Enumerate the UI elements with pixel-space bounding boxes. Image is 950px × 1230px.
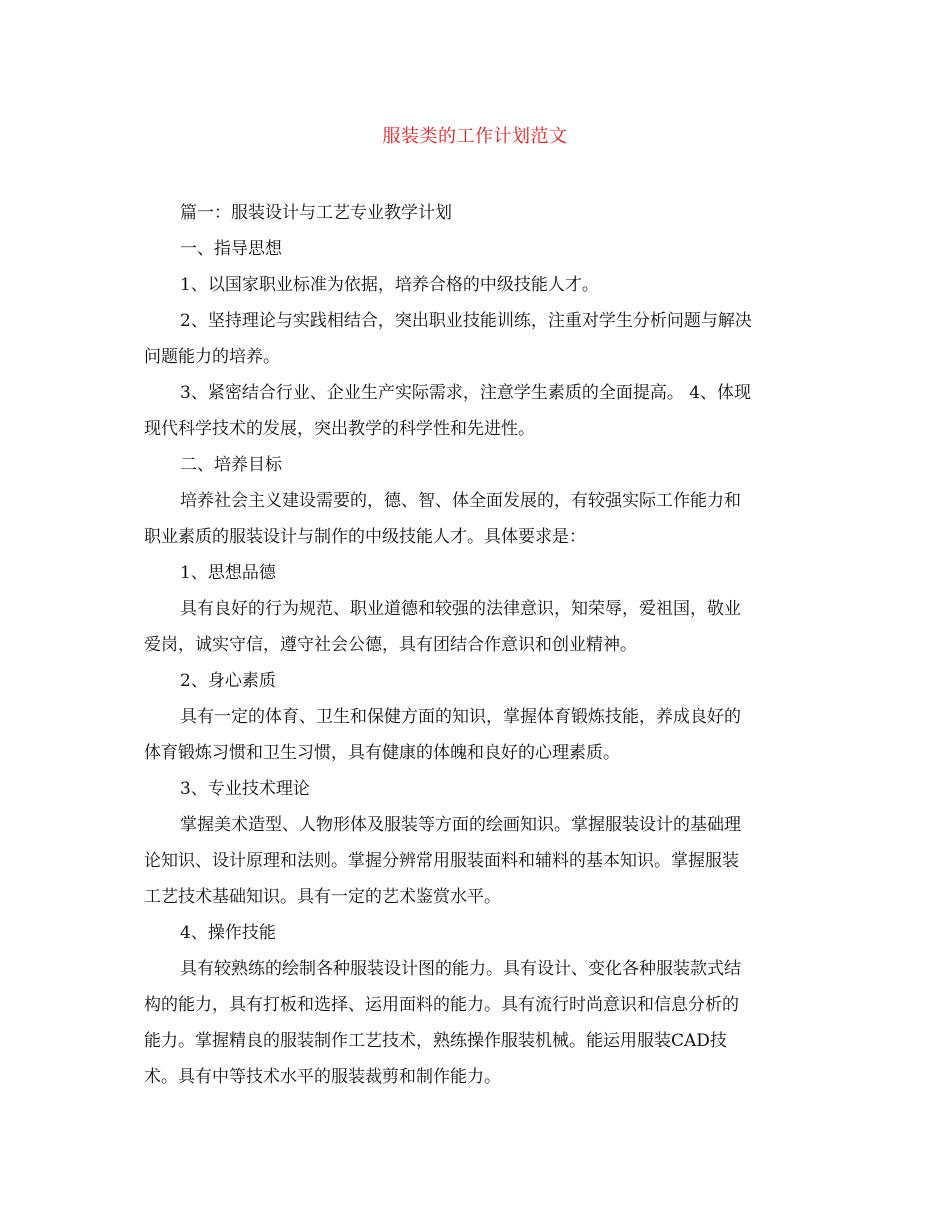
paragraph-line: 2、坚持理论与实践相结合，突出职业技能训练，注重对学生分析问题与解决 xyxy=(180,311,752,331)
document-body xyxy=(144,195,804,1095)
subsection-heading: 2、身心素质 xyxy=(180,671,276,691)
paragraph-line: 工艺技术基础知识。具有一定的艺术鉴赏水平。 xyxy=(144,887,501,907)
paragraph-line: 爱岗，诚实守信，遵守社会公德，具有团结合作意识和创业精神。 xyxy=(144,635,637,655)
subsection-heading: 4、操作技能 xyxy=(180,923,276,943)
paragraph-line: 3、紧密结合行业、企业生产实际需求，注意学生素质的全面提高。 4、体现 xyxy=(180,383,752,403)
paragraph-line: 具有较熟练的绘制各种服装设计图的能力。具有设计、变化各种服装款式结 xyxy=(180,959,741,979)
paragraph-line: 培养社会主义建设需要的，德、智、体全面发展的，有较强实际工作能力和 xyxy=(180,491,741,511)
paragraph-line: 具有一定的体育、卫生和保健方面的知识，掌握体育锻炼技能，养成良好的 xyxy=(180,707,741,727)
document-title: 服装类的工作计划范文 xyxy=(382,126,568,147)
paragraph-line: 现代科学技术的发展，突出教学的科学性和先进性。 xyxy=(144,419,535,439)
paragraph-line: 术。具有中等技术水平的服装裁剪和制作能力。 xyxy=(144,1067,501,1087)
paragraph-line: 具有良好的行为规范、职业道德和较强的法律意识，知荣辱，爱祖国，敬业 xyxy=(180,599,741,619)
paragraph-line: 能力。掌握精良的服装制作工艺技术，熟练操作服装机械。能运用服装CAD技 xyxy=(144,1031,727,1051)
paragraph-line: 论知识、设计原理和法则。掌握分辨常用服装面料和辅料的基本知识。掌握服装 xyxy=(144,851,739,871)
subsection-heading: 1、思想品德 xyxy=(180,563,276,583)
paragraph-line: 问题能力的培养。 xyxy=(144,347,280,367)
paragraph-line: 1、以国家职业标准为依据，培养合格的中级技能人才。 xyxy=(180,275,599,295)
paragraph-line: 掌握美术造型、人物形体及服装等方面的绘画知识。掌握服装设计的基础理 xyxy=(180,815,741,835)
section-heading: 二、培养目标 xyxy=(180,455,282,475)
subsection-heading: 3、专业技术理论 xyxy=(180,779,310,799)
paragraph-line: 职业素质的服装设计与制作的中级技能人才。具体要求是： xyxy=(144,527,586,547)
section-heading: 一、指导思想 xyxy=(180,239,282,259)
paragraph-line: 构的能力，具有打板和选择、运用面料的能力。具有流行时尚意识和信息分析的 xyxy=(144,995,739,1015)
section-heading: 篇一：服装设计与工艺专业教学计划 xyxy=(180,203,452,223)
paragraph-line: 体育锻炼习惯和卫生习惯，具有健康的体魄和良好的心理素质。 xyxy=(144,743,620,763)
